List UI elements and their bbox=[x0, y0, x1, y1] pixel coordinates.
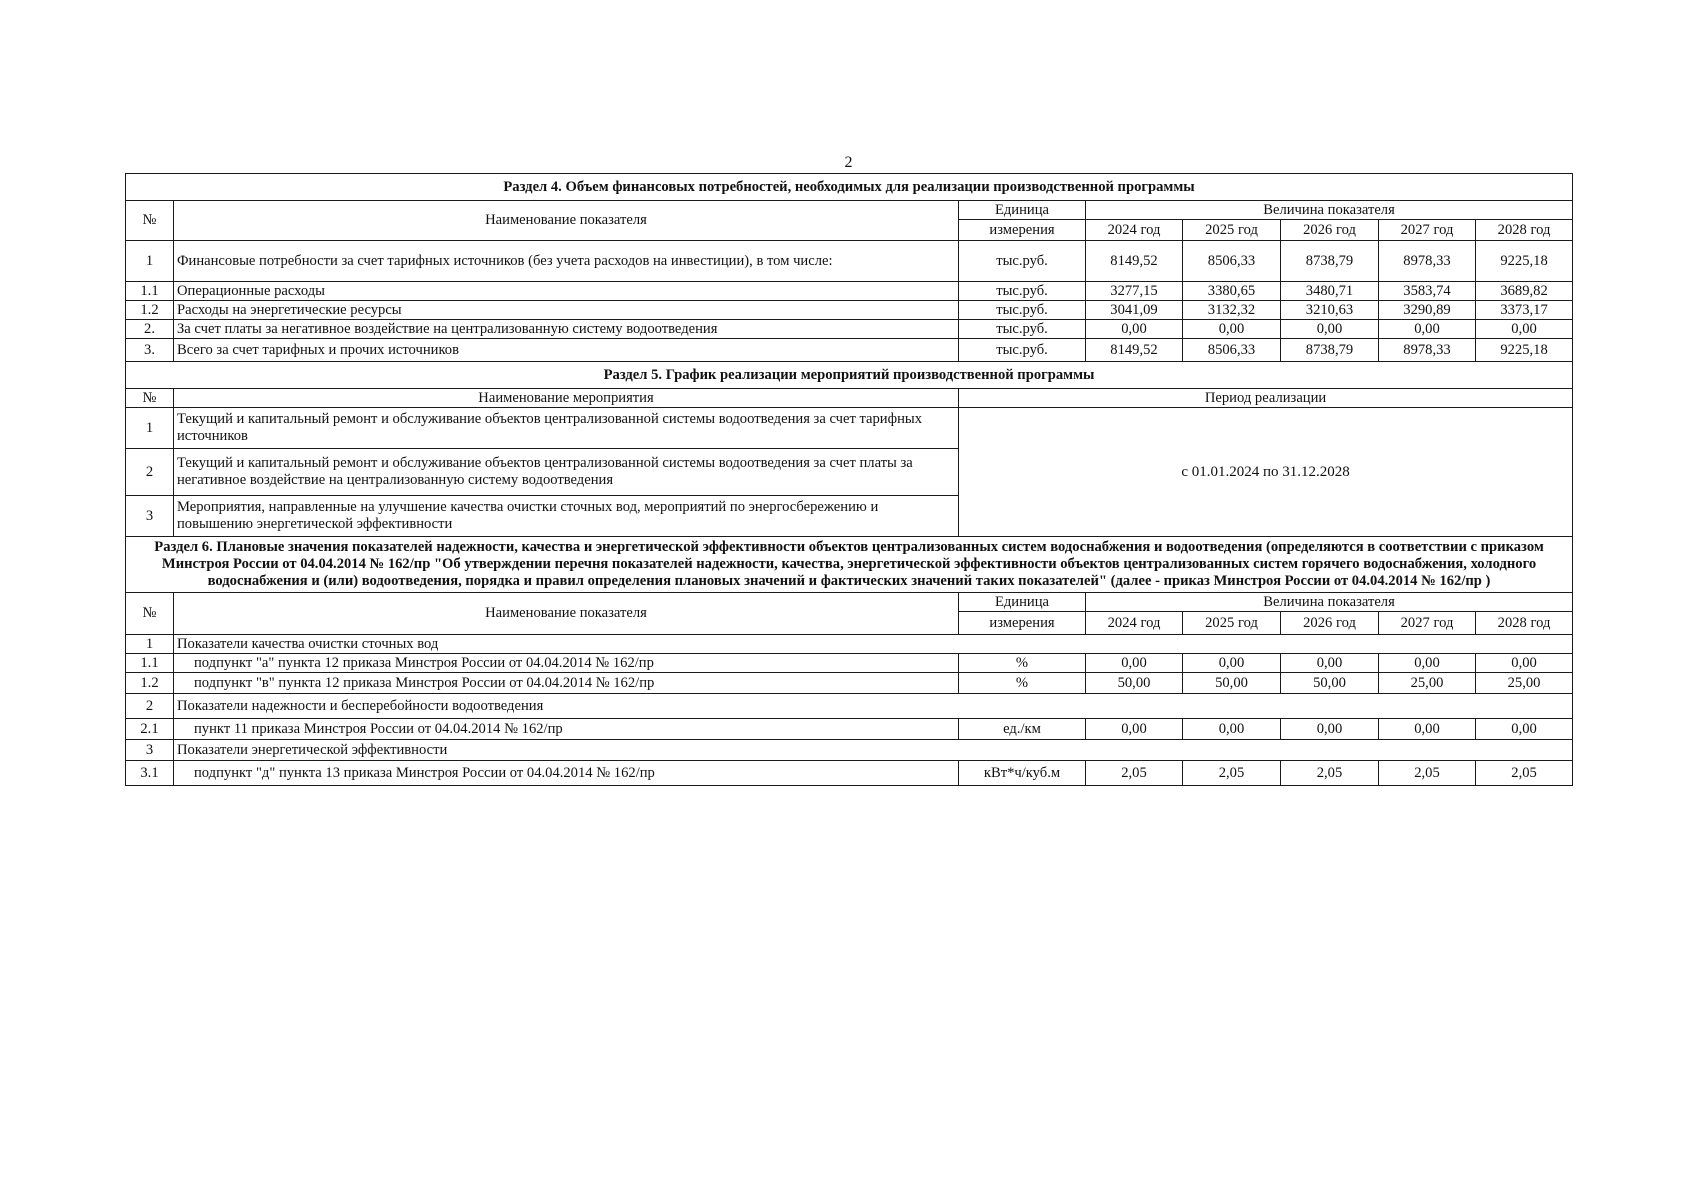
row-name: Всего за счет тарифных и прочих источников bbox=[174, 339, 959, 362]
table-row bbox=[126, 740, 1573, 761]
s6-header-year: 2027 год bbox=[1379, 612, 1476, 635]
row-value: 0,00 bbox=[1379, 320, 1476, 339]
row-num: 3.1 bbox=[126, 761, 174, 786]
row-num: 3. bbox=[126, 339, 174, 362]
row-value: 0,00 bbox=[1086, 320, 1183, 339]
row-value: 8738,79 bbox=[1281, 339, 1379, 362]
row-num: 1.2 bbox=[126, 673, 174, 694]
production-program-table bbox=[125, 173, 1573, 786]
row-value: 3277,15 bbox=[1086, 282, 1183, 301]
row-name: Расходы на энергетические ресурсы bbox=[174, 301, 959, 320]
table-row bbox=[126, 282, 1573, 301]
row-value: 25,00 bbox=[1379, 673, 1476, 694]
row-name: Мероприятия, направленные на улучшение качества очистки сточных вод, мероприятий по энергосбережению и повышению энергетической эффективности bbox=[174, 496, 959, 537]
s4-header-name: Наименование показателя bbox=[174, 201, 959, 241]
row-unit: тыс.руб. bbox=[959, 282, 1086, 301]
table-row bbox=[126, 673, 1573, 694]
row-unit: кВт*ч/куб.м bbox=[959, 761, 1086, 786]
s4-header-unit-line2: измерения bbox=[959, 220, 1086, 241]
table-row bbox=[126, 339, 1573, 362]
group-name: Показатели надежности и бесперебойности водоотведения bbox=[174, 694, 1573, 719]
row-name: пункт 11 приказа Минстроя России от 04.04.2014 № 162/пр bbox=[174, 719, 959, 740]
row-unit: тыс.руб. bbox=[959, 339, 1086, 362]
row-value: 0,00 bbox=[1379, 654, 1476, 673]
s4-header-unit-line1: Единица bbox=[959, 201, 1086, 220]
row-value: 3210,63 bbox=[1281, 301, 1379, 320]
s6-header-unit-line1: Единица bbox=[959, 593, 1086, 612]
s6-header-value: Величина показателя bbox=[1086, 593, 1573, 612]
s6-header-year: 2024 год bbox=[1086, 612, 1183, 635]
s4-header-year: 2026 год bbox=[1281, 220, 1379, 241]
row-value: 3689,82 bbox=[1476, 282, 1573, 301]
section6-title: Раздел 6. Плановые значения показателей надежности, качества и энергетической эффективности объектов централизованных систем водоснабжения и водоотведения (определяются в соответствии с приказом Минстроя России от 04.04.2014 № 162/пр "Об утверждении перечня показателей надежности, качества, энергетической эффективности объектов централизованных систем горячего водоснабжения, холодного водоснабжения и (или) водоотведения, порядка и правил определения плановых значений и фактических значений таких показателей" (далее - приказ Минстроя России от 04.04.2014 № 162/пр ) bbox=[126, 537, 1573, 593]
s4-header-year: 2024 год bbox=[1086, 220, 1183, 241]
table-row bbox=[126, 761, 1573, 786]
row-value: 9225,18 bbox=[1476, 241, 1573, 282]
row-num: 1.1 bbox=[126, 654, 174, 673]
s4-header-year: 2025 год bbox=[1183, 220, 1281, 241]
row-value: 8506,33 bbox=[1183, 241, 1281, 282]
row-value: 0,00 bbox=[1476, 320, 1573, 339]
row-unit: тыс.руб. bbox=[959, 301, 1086, 320]
s6-header-year: 2025 год bbox=[1183, 612, 1281, 635]
table-row bbox=[126, 320, 1573, 339]
row-unit: тыс.руб. bbox=[959, 241, 1086, 282]
row-value: 8978,33 bbox=[1379, 339, 1476, 362]
s4-header-year: 2027 год bbox=[1379, 220, 1476, 241]
row-num: 3 bbox=[126, 496, 174, 537]
row-value: 0,00 bbox=[1183, 719, 1281, 740]
row-value: 2,05 bbox=[1281, 761, 1379, 786]
row-value: 25,00 bbox=[1476, 673, 1573, 694]
table-row bbox=[126, 408, 1573, 449]
row-value: 3380,65 bbox=[1183, 282, 1281, 301]
row-value: 0,00 bbox=[1086, 719, 1183, 740]
row-value: 50,00 bbox=[1086, 673, 1183, 694]
table-row bbox=[126, 694, 1573, 719]
group-name: Показатели энергетической эффективности bbox=[174, 740, 1573, 761]
s6-header-num: № bbox=[126, 593, 174, 635]
row-value: 50,00 bbox=[1183, 673, 1281, 694]
row-value: 0,00 bbox=[1281, 654, 1379, 673]
row-num: 1 bbox=[126, 635, 174, 654]
row-unit: ед./км bbox=[959, 719, 1086, 740]
row-value: 2,05 bbox=[1183, 761, 1281, 786]
row-num: 1.2 bbox=[126, 301, 174, 320]
row-value: 0,00 bbox=[1476, 719, 1573, 740]
table-row bbox=[126, 301, 1573, 320]
row-num: 2 bbox=[126, 449, 174, 496]
s5-header-name: Наименование мероприятия bbox=[174, 389, 959, 408]
row-value: 8978,33 bbox=[1379, 241, 1476, 282]
row-name: Операционные расходы bbox=[174, 282, 959, 301]
row-value: 0,00 bbox=[1379, 719, 1476, 740]
row-value: 2,05 bbox=[1379, 761, 1476, 786]
row-value: 3041,09 bbox=[1086, 301, 1183, 320]
row-unit: % bbox=[959, 673, 1086, 694]
row-value: 0,00 bbox=[1281, 320, 1379, 339]
table-row bbox=[126, 241, 1573, 282]
table-row bbox=[126, 719, 1573, 740]
row-value: 3583,74 bbox=[1379, 282, 1476, 301]
row-num: 2. bbox=[126, 320, 174, 339]
row-value: 0,00 bbox=[1086, 654, 1183, 673]
row-num: 2.1 bbox=[126, 719, 174, 740]
page-number: 2 bbox=[844, 154, 853, 171]
row-value: 3480,71 bbox=[1281, 282, 1379, 301]
row-name: Текущий и капитальный ремонт и обслуживание объектов централизованной системы водоотведения за счет тарифных источников bbox=[174, 408, 959, 449]
row-name: Текущий и капитальный ремонт и обслуживание объектов централизованной системы водоотведения за счет платы за негативное воздействие на централизованную систему водоотведения bbox=[174, 449, 959, 496]
s4-header-num: № bbox=[126, 201, 174, 241]
row-value: 0,00 bbox=[1281, 719, 1379, 740]
row-name: подпункт "а" пункта 12 приказа Минстроя России от 04.04.2014 № 162/пр bbox=[174, 654, 959, 673]
row-value: 0,00 bbox=[1476, 654, 1573, 673]
group-name: Показатели качества очистки сточных вод bbox=[174, 635, 1573, 654]
row-name: подпункт "д" пункта 13 приказа Минстроя России от 04.04.2014 № 162/пр bbox=[174, 761, 959, 786]
row-value: 3132,32 bbox=[1183, 301, 1281, 320]
row-value: 3290,89 bbox=[1379, 301, 1476, 320]
row-unit: тыс.руб. bbox=[959, 320, 1086, 339]
row-value: 0,00 bbox=[1183, 654, 1281, 673]
s6-header-year: 2028 год bbox=[1476, 612, 1573, 635]
row-value: 0,00 bbox=[1183, 320, 1281, 339]
row-value: 8149,52 bbox=[1086, 241, 1183, 282]
row-name: Финансовые потребности за счет тарифных источников (без учета расходов на инвестиции), в том числе: bbox=[174, 241, 959, 282]
s4-header-year: 2028 год bbox=[1476, 220, 1573, 241]
implementation-period: с 01.01.2024 по 31.12.2028 bbox=[959, 408, 1573, 537]
row-num: 1.1 bbox=[126, 282, 174, 301]
row-num: 3 bbox=[126, 740, 174, 761]
row-value: 8149,52 bbox=[1086, 339, 1183, 362]
row-num: 1 bbox=[126, 408, 174, 449]
row-num: 2 bbox=[126, 694, 174, 719]
s6-header-unit-line2: измерения bbox=[959, 612, 1086, 635]
row-value: 2,05 bbox=[1476, 761, 1573, 786]
section5-title: Раздел 5. График реализации мероприятий производственной программы bbox=[126, 362, 1573, 389]
row-value: 3373,17 bbox=[1476, 301, 1573, 320]
row-value: 8738,79 bbox=[1281, 241, 1379, 282]
row-name: За счет платы за негативное воздействие на централизованную систему водоотведения bbox=[174, 320, 959, 339]
s4-header-value: Величина показателя bbox=[1086, 201, 1573, 220]
row-num: 1 bbox=[126, 241, 174, 282]
s5-header-period: Период реализации bbox=[959, 389, 1573, 408]
section4-title: Раздел 4. Объем финансовых потребностей, необходимых для реализации производственной программы bbox=[126, 174, 1573, 201]
row-value: 50,00 bbox=[1281, 673, 1379, 694]
row-value: 8506,33 bbox=[1183, 339, 1281, 362]
s6-header-name: Наименование показателя bbox=[174, 593, 959, 635]
row-value: 2,05 bbox=[1086, 761, 1183, 786]
s6-header-year: 2026 год bbox=[1281, 612, 1379, 635]
table-row bbox=[126, 654, 1573, 673]
s5-header-num: № bbox=[126, 389, 174, 408]
row-name: подпункт "в" пункта 12 приказа Минстроя России от 04.04.2014 № 162/пр bbox=[174, 673, 959, 694]
row-unit: % bbox=[959, 654, 1086, 673]
table-row bbox=[126, 635, 1573, 654]
row-value: 9225,18 bbox=[1476, 339, 1573, 362]
